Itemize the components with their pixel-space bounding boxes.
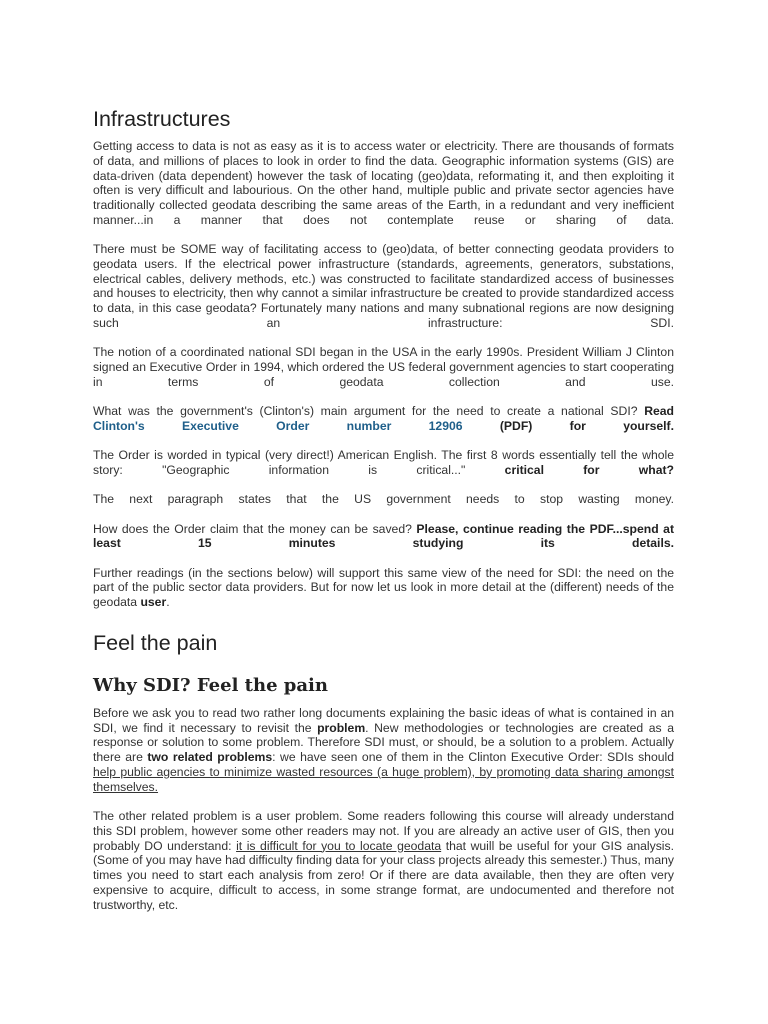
- argument-question: What was the government's (Clinton's) main argument for the need to create a national SDI?: [93, 404, 645, 419]
- two-problems-text-c: . New methodologies or technologies are created as a response or solution to some problem. Therefore SDI must, or should, be a solution to a problem. Actually there are: [93, 720, 674, 765]
- pdf-yourself-text: (PDF) for yourself.: [462, 418, 674, 433]
- further-readings-end: .: [166, 595, 170, 610]
- paragraph-money-saved: [93, 522, 674, 552]
- heading-feel-the-pain: Feel the pain: [93, 630, 218, 655]
- continue-reading-instruction: Please, continue reading the PDF...spend at least 15 minutes studying its details.: [93, 521, 674, 551]
- critical-for-what: critical for what?: [504, 462, 674, 477]
- user-problem-text-a: The other related problem is a user problem. Some readers following this course will already understand this SDI problem, however some other readers may not. If you are already an active user of GIS, then you probably DO understand:: [93, 809, 674, 853]
- paragraph-user-problem: [93, 809, 674, 912]
- paragraph-clinton-order: The notion of a coordinated national SDI began in the USA in the early 1990s. President William J Clinton signed an Executive Order in 1994, which ordered the US federal government agencies to start cooperating in terms of geodata collection and use.: [93, 345, 674, 389]
- money-saved-question: How does the Order claim that the money can be saved?: [93, 521, 417, 536]
- paragraph-sdi-need: There must be SOME way of facilitating access to (geo)data, of better connecting geodata providers to geodata users. If the electrical power infrastructure (standards, agreements, generators, substations, electrical cables, delivery methods, etc.) was constructed to facilitate standardized access of businesses and houses to electricity, then why cannot a similar infrastructure be created to provide standardized access to data, in this case geodata? Fortunately many nations and many subnational regions are now designing such an infrastructure: SDI.: [93, 242, 675, 330]
- heading-infrastructures: Infrastructures: [93, 107, 231, 131]
- read-label: Read: [644, 404, 674, 419]
- difficult-to-locate-geodata: it is difficult for you to locate geodata: [236, 838, 442, 853]
- further-readings-text: Further readings (in the sections below) will support this same view of the need for SDI: the need on the part of the public sector data providers. But for now let us look in more detail at the (different) needs of the geodata: [93, 565, 674, 610]
- paragraph-government-argument: [93, 404, 674, 434]
- user-word: user: [140, 595, 167, 610]
- user-problem-text-b: that wuill be useful for your GIS analysis. (Some of you may have had difficulty finding data for your class projects already this semester.) Thus, many times you need to start each analysis from zero! Or if there are data available, then they are often very expensive to acquire, difficult to access, in some strange format, are undocumented and therefore not trustworthy, etc.: [93, 838, 674, 912]
- minimize-wasted-resources: help public agencies to minimize wasted resources (a huge problem), by promoting data sharing amongst themselves.: [93, 764, 674, 794]
- executive-order-link[interactable]: Clinton's Executive Order number 12906: [93, 418, 463, 433]
- paragraph-two-problems: [93, 706, 674, 795]
- two-problems-text-e: : we have seen one of them in the Clinton Executive Order: SDIs should: [272, 750, 674, 765]
- paragraph-wasting-money: The next paragraph states that the US government needs to stop wasting money.: [93, 492, 674, 507]
- paragraph-order-wording: [93, 448, 674, 478]
- paragraph-access-to-data: Getting access to data is not as easy as it is to access water or electricity. There are thousands of formats of data, and millions of places to look in order to find the data. Geographic information systems (GIS) are data-driven (data dependent) however the task of locating (geo)data, reformating it, and then exploiting it often is very difficult and labourious. On the other hand, multiple public and private sector agencies have traditionally collected geodata describing the same areas of the Earth, in a redundant and very inefficient manner...in a manner that does not contemplate reuse or sharing of data.: [93, 139, 674, 227]
- order-wording-text: The Order is worded in typical (very direct!) American English. The first 8 words essentially tell the whole story: "Geographic information is critical...": [93, 448, 674, 477]
- two-problems-text-a: Before we ask you to read two rather long documents explaining the basic ideas of what is contained in an SDI, we find it necessary to revisit the: [93, 705, 674, 735]
- two-related-problems: two related problems: [147, 750, 273, 765]
- subheading-why-sdi: Why SDI? Feel the pain: [93, 674, 328, 696]
- problem-word: problem: [317, 720, 366, 735]
- paragraph-further-readings: [93, 566, 674, 610]
- article-body: [93, 104, 674, 927]
